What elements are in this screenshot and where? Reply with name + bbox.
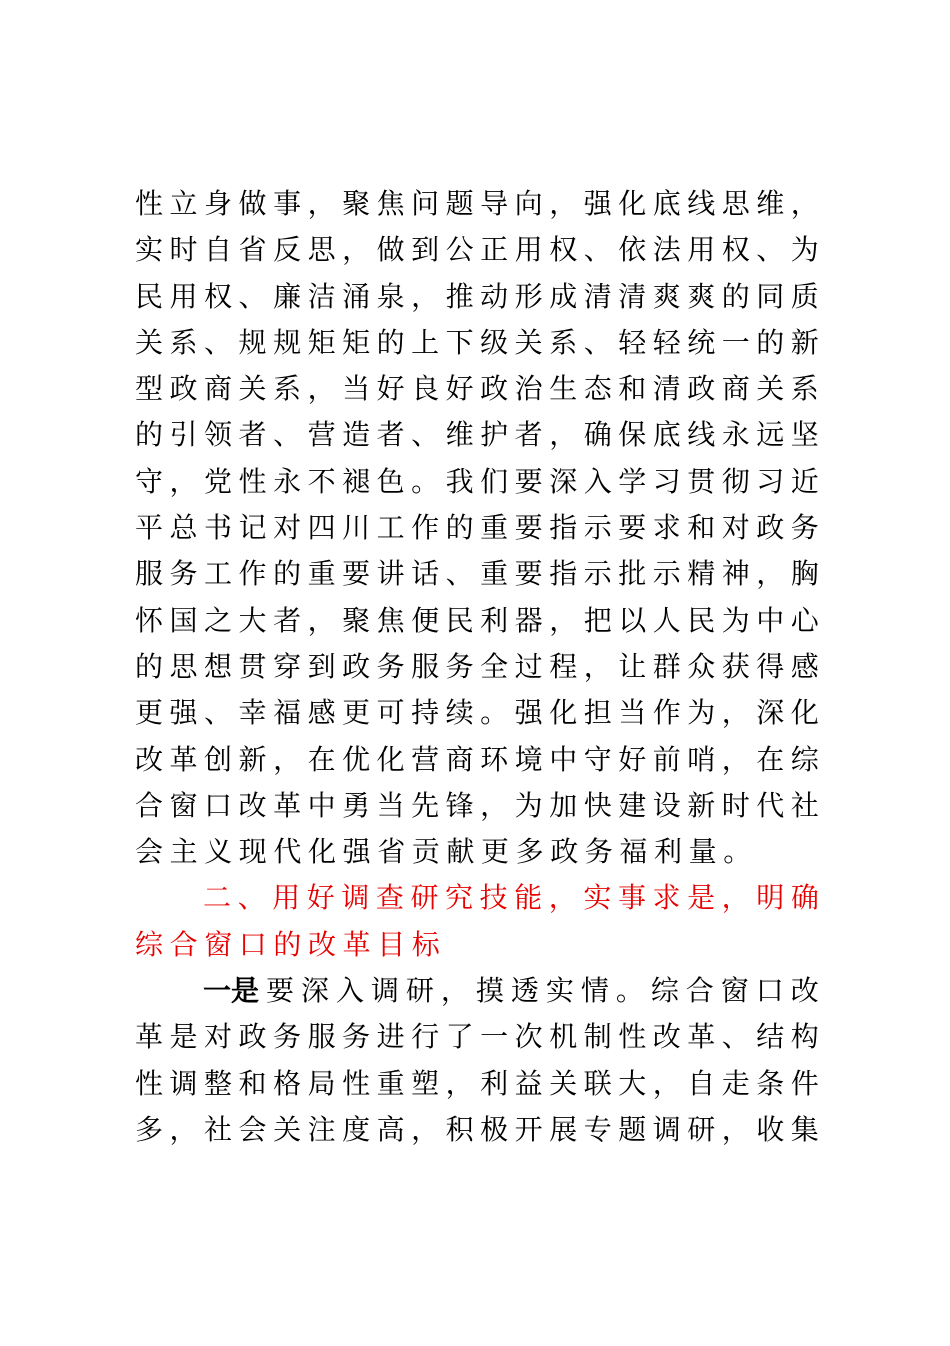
text-line: 更 强 、 幸 福 感 更 可 持 续 。 强 化 担 当 作 为 ， 深 化 xyxy=(135,696,819,730)
text-line: 性 立 身 做 事 ， 聚 焦 问 题 导 向 ， 强 化 底 线 思 维 ， xyxy=(135,187,819,220)
lead-phrase: 一是 xyxy=(203,974,260,1008)
text-line: 服 务 工 作 的 重 要 讲 话 、 重 要 指 示 批 示 精 神 ， 胸 xyxy=(135,557,819,591)
text-line: 多 ， 社 会 关 注 度 高 ， 积 极 开 展 专 题 调 研 ， 收 集 xyxy=(135,1112,819,1146)
text-line: 的 思 想 贯 穿 到 政 务 服 务 全 过 程 ， 让 群 众 获 得 感 xyxy=(135,649,819,683)
document-body xyxy=(135,181,819,1153)
section-heading xyxy=(135,875,819,968)
text-line: 关 系 、 规 规 矩 矩 的 上 下 级 关 系 、 轻 轻 统 一 的 新 xyxy=(135,325,819,359)
text-line: 性 调 整 和 格 局 性 重 塑 ， 利 益 关 联 大 ， 自 走 条 件 xyxy=(135,1066,819,1100)
text-line: 革 是 对 政 务 服 务 进 行 了 一 次 机 制 性 改 革 、 结 构 xyxy=(135,1020,819,1054)
text-line: 会主义现代化强省贡献更多政务福利量。 xyxy=(135,835,758,869)
text-line: 平 总 书 记 对 四 川 工 作 的 重 要 指 示 要 求 和 对 政 务 xyxy=(135,511,819,545)
paragraph-1 xyxy=(135,181,819,875)
text-line: 改 革 创 新 ， 在 优 化 营 商 环 境 中 守 好 前 哨 ， 在 综 xyxy=(135,742,819,776)
heading-line: 二 、 用 好 调 查 研 究 技 能 ， 实 事 求 是 ， 明 确 xyxy=(203,881,819,915)
text-line-with-lead: 一是 要 深 入 调 研 ， 摸 透 实 情 。 综 合 窗 口 改 xyxy=(135,968,819,1014)
paragraph-2 xyxy=(135,968,819,1153)
text-line: 守 ， 党 性 永 不 褪 色 。 我 们 要 深 入 学 习 贯 彻 习 近 xyxy=(135,464,819,498)
text-line: 实 时 自 省 反 思 ， 做 到 公 正 用 权 、 依 法 用 权 、 为 xyxy=(135,233,819,267)
text-line: 的 引 领 者 、 营 造 者 、 维 护 者 ， 确 保 底 线 永 远 坚 xyxy=(135,418,819,452)
text-line: 合 窗 口 改 革 中 勇 当 先 锋 ， 为 加 快 建 设 新 时 代 社 xyxy=(135,788,819,822)
heading-line: 综合窗口的改革目标 xyxy=(135,927,447,961)
text-line: 怀 国 之 大 者 ， 聚 焦 便 民 利 器 ， 把 以 人 民 为 中 心 xyxy=(135,603,819,637)
text-line: 民 用 权 、 廉 洁 涌 泉 ， 推 动 形 成 清 清 爽 爽 的 同 质 xyxy=(135,279,819,313)
text-line: 型 政 商 关 系 ， 当 好 良 好 政 治 生 态 和 清 政 商 关 系 xyxy=(135,372,819,406)
